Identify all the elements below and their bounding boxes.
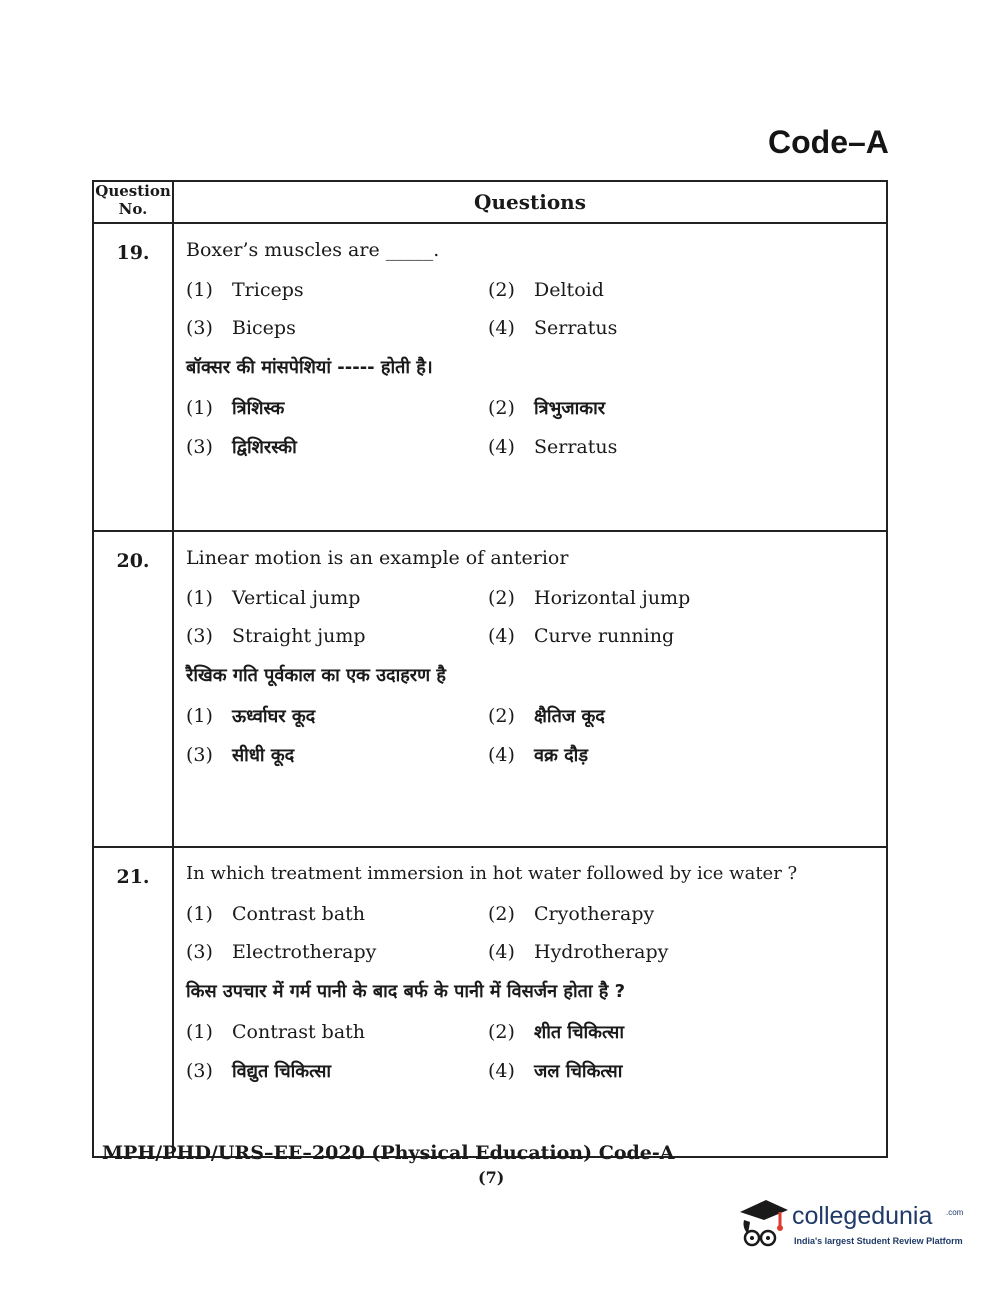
option (488, 435, 876, 460)
question-body (173, 223, 887, 531)
option-number: (3) (186, 941, 213, 963)
questions-table (92, 180, 888, 1158)
option-number: (1) (186, 279, 213, 301)
page-number: (7) (478, 1168, 505, 1187)
option-text: त्रिभुजाकार (534, 398, 606, 419)
option (488, 586, 876, 610)
option-text: Serratus (534, 436, 618, 458)
option-number: (1) (186, 705, 213, 727)
option-text: Hydrotherapy (534, 941, 669, 963)
option-number: (2) (488, 1021, 515, 1043)
footer-code: MPH/PHD/URS–EE–2020 (Physical Education) Code-A (102, 1142, 675, 1164)
questions-header: Questions (173, 181, 887, 223)
options-hi (186, 704, 876, 768)
option-number: (2) (488, 587, 515, 609)
brand-name: collegedunia (792, 1202, 933, 1230)
option-text: शीत चिकित्सा (534, 1022, 624, 1043)
option (186, 624, 488, 648)
option-text: Cryotherapy (534, 903, 655, 925)
options-en (186, 586, 876, 648)
option (488, 902, 876, 926)
option-number: (2) (488, 279, 515, 301)
options-en (186, 902, 876, 964)
option (488, 396, 876, 421)
options-hi (186, 396, 876, 460)
option-text: ऊर्ध्वाघर कूद (232, 706, 316, 727)
option-number: (3) (186, 436, 213, 458)
option-text: क्षैतिज कूद (534, 706, 605, 727)
question-no-header-line1: Question (95, 182, 171, 200)
option-number: (1) (186, 1021, 213, 1043)
option (186, 586, 488, 610)
option-number: (2) (488, 903, 515, 925)
option-number: (4) (488, 941, 515, 963)
option (488, 278, 876, 302)
option (186, 316, 488, 340)
table-header-row (93, 181, 887, 223)
option (186, 743, 488, 768)
option-text: Horizontal jump (534, 587, 691, 609)
option-text: Vertical jump (232, 587, 361, 609)
question-body (173, 847, 887, 1157)
question-number: 21. (93, 847, 173, 1157)
option-text: Straight jump (232, 625, 366, 647)
options-hi (186, 1020, 876, 1084)
option-number: (2) (488, 705, 515, 727)
option (488, 1020, 876, 1045)
question-row (93, 847, 887, 1157)
code-label: Code–A (768, 124, 889, 160)
option (488, 743, 876, 768)
option-text: Contrast bath (232, 1021, 366, 1043)
option-number: (4) (488, 317, 515, 339)
option-text: Biceps (232, 317, 296, 339)
option-text: वक्र दौड़ (534, 745, 588, 766)
question-no-header (93, 181, 173, 223)
question-stem-en: In which treatment immersion in hot water followed by ice water ? (186, 863, 798, 884)
option-text: द्विशिरस्की (232, 437, 297, 458)
option-number: (1) (186, 587, 213, 609)
option (186, 704, 488, 729)
option-text: त्रिशिस्क (232, 398, 285, 419)
option (488, 316, 876, 340)
question-stem-en: Linear motion is an example of anterior (186, 547, 569, 569)
option (186, 435, 488, 460)
option-text: Serratus (534, 317, 618, 339)
option (186, 278, 488, 302)
option-text: Deltoid (534, 279, 604, 301)
option (186, 940, 488, 964)
question-stem-hi: रैखिक गति पूर्वकाल का एक उदाहरण है (186, 665, 446, 686)
collegedunia-watermark (736, 1196, 966, 1256)
option (186, 1020, 488, 1045)
question-body (173, 531, 887, 847)
option-number: (2) (488, 397, 515, 419)
graduate-mascot-icon (736, 1198, 790, 1254)
question-no-header-line2: No. (118, 200, 148, 218)
option-number: (4) (488, 436, 515, 458)
brand-tagline: India's largest Student Review Platform (794, 1236, 963, 1246)
question-number: 19. (93, 223, 173, 531)
option (488, 1059, 876, 1084)
option-number: (1) (186, 397, 213, 419)
option-number: (3) (186, 625, 213, 647)
question-stem-hi: किस उपचार में गर्म पानी के बाद बर्फ के पानी में विसर्जन होता है ? (186, 981, 626, 1002)
brand-dotcom: .com (946, 1208, 964, 1217)
question-stem-en: Boxer’s muscles are _____. (186, 239, 440, 261)
question-row (93, 223, 887, 531)
question-number: 20. (93, 531, 173, 847)
option-number: (3) (186, 317, 213, 339)
option (186, 902, 488, 926)
option-text: Electrotherapy (232, 941, 377, 963)
option-text: सीधी कूद (232, 745, 295, 766)
option (488, 624, 876, 648)
option (488, 704, 876, 729)
option-number: (4) (488, 625, 515, 647)
option-number: (4) (488, 744, 515, 766)
option (186, 396, 488, 421)
option-number: (3) (186, 1060, 213, 1082)
question-row (93, 531, 887, 847)
option-text: Curve running (534, 625, 675, 647)
option-text: विद्युत चिकित्सा (232, 1061, 332, 1082)
option-number: (4) (488, 1060, 515, 1082)
option-text: Triceps (232, 279, 304, 301)
option-text: जल चिकित्सा (534, 1061, 623, 1082)
option-number: (1) (186, 903, 213, 925)
option (488, 940, 876, 964)
option (186, 1059, 488, 1084)
option-number: (3) (186, 744, 213, 766)
question-stem-hi: बॉक्सर की मांसपेशियां ----- होती है। (186, 357, 433, 378)
options-en (186, 278, 876, 340)
option-text: Contrast bath (232, 903, 366, 925)
